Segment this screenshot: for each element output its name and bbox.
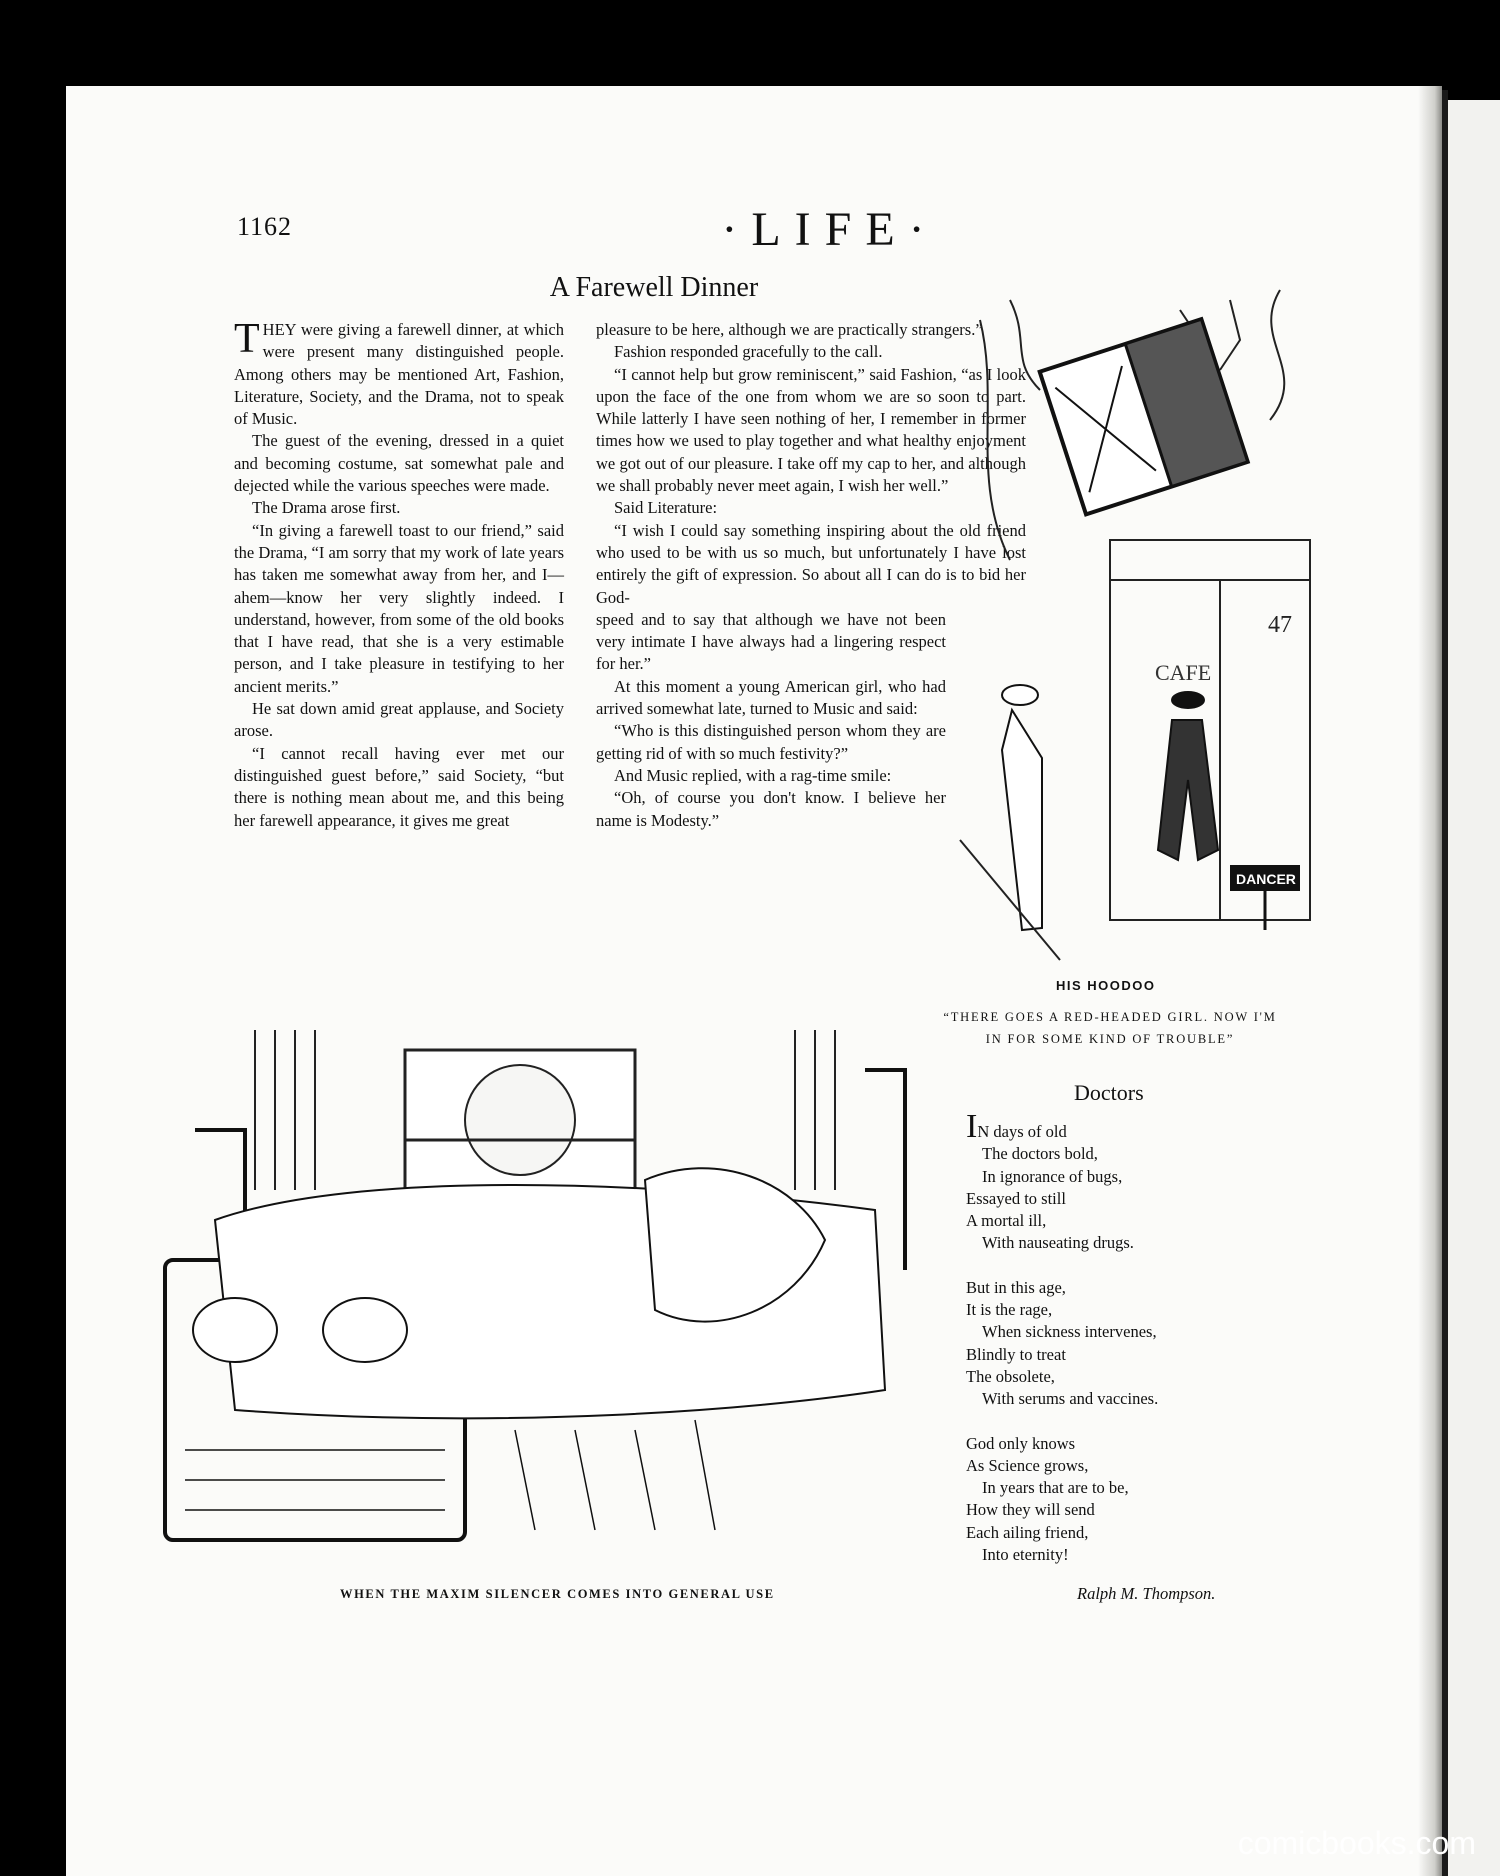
poem-line: In years that are to be, (982, 1478, 1129, 1498)
article-paragraph: The guest of the evening, dressed in a quiet and becoming costume, sat somewhat pale and dejected while the various speeches were made. (234, 431, 564, 496)
article-title: A Farewell Dinner (549, 272, 759, 303)
poem-line: The doctors bold, (982, 1144, 1098, 1164)
article-paragraph: “In giving a farewell toast to our friend,” said the Drama, “I am sorry that my work of late years has taken me somewhat away from her, and I—ahem—know her very slightly indeed. I understand, however, from some of the old books that I have read, that she is a very estimable person, and I take pleasure in testifying to her ancient merits.” (234, 520, 564, 696)
poem-line: As Science grows, (966, 1455, 1089, 1475)
silencer-cartoon-caption: WHEN THE MAXIM SILENCER COMES INTO GENERAL USE (340, 1587, 775, 1601)
poem-body (966, 1108, 1159, 1566)
facing-page-edge (1448, 100, 1500, 1876)
svg-text:DANCER: DANCER (1236, 871, 1296, 887)
drop-cap: I (966, 1108, 978, 1145)
poem-line: Blindly to treat (966, 1344, 1066, 1364)
poem-line: How they will send (966, 1500, 1095, 1520)
page-number: 1162 (237, 212, 293, 241)
article-paragraph: At this moment a young American girl, who had arrived somewhat late, turned to Music and said: (596, 676, 946, 719)
article-paragraph: Fashion responded gracefully to the call. (614, 342, 883, 362)
hoodoo-cartoon-title: HIS HOODOO (1056, 978, 1156, 993)
man-figure (1158, 692, 1218, 860)
poem-line: Each ailing friend, (966, 1522, 1089, 1542)
poem-line: A mortal ill, (966, 1211, 1047, 1231)
gutter-shadow (1418, 86, 1442, 1876)
article-paragraph: speed and to say that although we have not been very intimate I have always had a lingering respect for her.” (596, 609, 946, 674)
woman-figure (1002, 685, 1042, 930)
article-paragraph: The Drama arose first. (252, 498, 401, 518)
poem-line: The obsolete, (966, 1366, 1055, 1386)
hoodoo-illustration (950, 280, 1330, 970)
article-column-1 (234, 316, 564, 832)
falling-piano (1040, 319, 1248, 514)
watermark: comicbooks.com (1237, 1825, 1476, 1861)
article-paragraph: “I wish I could say something inspiring about the old friend who used to be with us so much, but unfortunately I have lost entirely the gift of expression. So about all I can do is to bid her God- (596, 520, 1026, 607)
poem-author: Ralph M. Thompson. (1077, 1584, 1216, 1603)
sign-street-number: 47 (1268, 612, 1292, 638)
poem-line: But in this age, (966, 1277, 1066, 1297)
article-paragraph: Said Literature: (614, 498, 718, 518)
sign-cafe: CAFE (1155, 660, 1212, 685)
poem-line: Into eternity! (982, 1545, 1069, 1565)
article-paragraph: “I cannot help but grow reminiscent,” said Fashion, “as I look upon the face of the one from whom we are so soon to part. While latterly I have seen nothing of her, I remember in former times how we used to play together and what healthy enjoyment we got out of our pleasure. I take off my cap to her, and although we shall probably never meet again, I wish her well.” (596, 364, 1026, 496)
poem-line: In ignorance of bugs, (982, 1166, 1123, 1186)
poem-line: God only knows (966, 1433, 1076, 1453)
article-paragraph: pleasure to be here, although we are practically strangers.” (596, 320, 983, 339)
poem-line: When sickness intervenes, (982, 1322, 1157, 1342)
article-paragraph: “Who is this distinguished person whom they are getting rid of with so much festivity?” (596, 721, 946, 763)
drop-cap: T (234, 316, 260, 362)
article-paragraph: And Music replied, with a rag-time smile: (614, 765, 892, 785)
article-paragraph: He sat down amid great applause, and Society arose. (234, 699, 564, 741)
silencer-illustration (155, 1010, 925, 1570)
article-paragraph: “Oh, of course you don't know. I believe her name is Modesty.” (596, 788, 946, 830)
article-paragraph: THEY were giving a farewell dinner, at which were present many distinguished people. Among others may be mentioned Art, Fashion, Literature, Society, and the Drama, not to speak of Music. (234, 316, 564, 429)
masthead: ·LIFE· (721, 203, 939, 256)
article-paragraph: “I cannot recall having ever met our distinguished guest before,” said Society, “but there is nothing mean about me, and this being her farewell appearance, it gives me great (234, 743, 564, 830)
hoodoo-cartoon-caption: “THERE GOES A RED-HEADED GIRL. NOW I'M IN FOR SOME KIND OF TROUBLE” (943, 1010, 1277, 1046)
poem-line: With nauseating drugs. (982, 1233, 1134, 1253)
poem-line: With serums and vaccines. (982, 1389, 1159, 1409)
poem-line: It is the rage, (966, 1300, 1053, 1320)
poem-title: Doctors (1074, 1080, 1144, 1105)
poem-line: Essayed to still (966, 1188, 1066, 1208)
poem-line: IN days of old (966, 1108, 1067, 1145)
